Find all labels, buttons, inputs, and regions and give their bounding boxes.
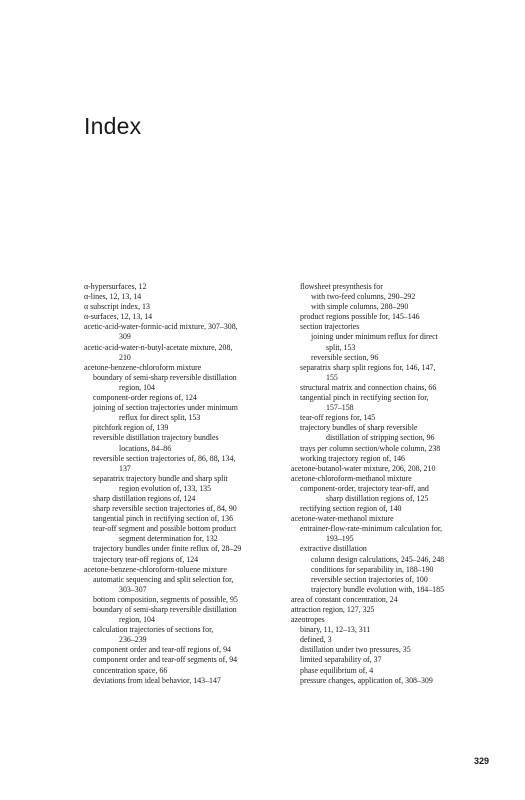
index-entry: tear-off segment and possible bottom product <box>93 524 237 534</box>
index-entry: acetic-acid-water-n-butyl-acetate mixture, 208, <box>84 342 233 352</box>
index-column-right <box>291 282 491 686</box>
index-entry: binary, 11, 12–13, 311 <box>300 625 371 635</box>
index-entry: trajectory tear-off regions of, 124 <box>93 554 199 564</box>
index-entry: attraction region, 127, 325 <box>291 605 375 614</box>
index-entry: split, 153 <box>326 342 356 352</box>
index-entry: tangential pinch in rectifying section for, <box>300 393 429 403</box>
index-entry: joining of section trajectories under minimum <box>93 403 238 413</box>
index-entry: tangential pinch in rectifying section of, 136 <box>93 514 234 524</box>
index-entry: defined, 3 <box>300 635 332 645</box>
index-entry: acetic-acid-water-formic-acid mixture, 307–308, <box>84 322 238 332</box>
index-entry: structural matrix and connection chains, 66 <box>300 382 437 392</box>
index-entry: boundary of semi-sharp reversible distillation <box>93 605 237 614</box>
index-entry: reversible section, 96 <box>311 352 379 362</box>
index-entry: extractive distillation <box>300 544 367 554</box>
index-entry: 210 <box>119 352 131 362</box>
index-entry: acetone-chloroform-methanol mixture <box>291 473 412 483</box>
index-entry: sharp distillation regions of, 125 <box>326 493 429 503</box>
index-entry: pressure changes, application of, 308–309 <box>300 675 433 685</box>
index-entry: 193–195 <box>326 534 354 544</box>
index-entry: 137 <box>119 463 131 473</box>
index-entry: region evolution of, 133, 135 <box>119 483 212 493</box>
index-entry: acetone-benzene-chloroform-toluene mixture <box>84 564 228 574</box>
index-entry: separatrix sharp split regions for, 146, 147, <box>300 362 436 372</box>
index-entry: α-hypersurfaces, 12 <box>84 282 147 291</box>
index-entry: 309 <box>119 332 131 342</box>
index-entry: product regions possible for, 145–146 <box>300 312 420 322</box>
index-entry: working trajectory region of, 146 <box>300 453 405 463</box>
index-entry: trajectory bundles of sharp reversible <box>300 423 418 433</box>
index-entry: component-order, trajectory tear-off, and <box>300 483 429 493</box>
index-entry: component order and tear-off segments of, 94 <box>93 655 238 665</box>
index-entry: sharp reversible section trajectories of, 84, 90 <box>93 504 237 514</box>
index-entry: component order and tear-off regions of, 94 <box>93 645 231 655</box>
index-entry: sharp distillation regions of, 124 <box>93 493 196 503</box>
index-entry: α-lines, 12, 13, 14 <box>84 292 142 302</box>
index-entry: α subscript index, 13 <box>84 302 150 312</box>
index-entry: concentration space, 66 <box>93 665 168 675</box>
index-entry: acetone-benzene-chloroform mixture <box>84 362 202 372</box>
index-entry: pitchfork region of, 139 <box>93 423 169 433</box>
index-entry: area of constant concentration, 24 <box>291 594 398 604</box>
index-entry: with two-feed columns, 290–292 <box>311 292 416 302</box>
index-column-left <box>84 282 284 686</box>
index-entry: reflux for direct split, 153 <box>119 413 201 423</box>
index-entry: automatic sequencing and split selection for, <box>93 574 234 584</box>
index-entry: trays per column section/whole column, 238 <box>300 443 441 453</box>
index-entry: entrainer-flow-rate-minimum calculation for, <box>300 524 443 534</box>
index-entry: 157–158 <box>326 403 354 413</box>
index-entry: section trajectories <box>300 322 360 332</box>
index-entry: distillation under two pressures, 35 <box>300 645 411 655</box>
index-entry: deviations from ideal behavior, 143–147 <box>93 675 221 685</box>
index-entry: rectifying section region of, 140 <box>300 504 402 514</box>
index-entry: trajectory bundles under finite reflux of, 28–29 <box>93 544 242 554</box>
index-entry: azeotropes <box>291 615 325 625</box>
index-entry: with simple columns, 288–290 <box>311 302 409 312</box>
index-entry: joining under minimum reflux for direct <box>311 332 438 342</box>
index-entry: flowsheet presynthesis for <box>300 282 383 291</box>
index-entry: 236–239 <box>119 635 147 645</box>
index-entry: reversible section trajectories of, 86, 88, 134, <box>93 453 236 463</box>
index-entry: α-surfaces, 12, 13, 14 <box>84 312 153 322</box>
index-entry: calculation trajectories of sections for, <box>93 625 214 635</box>
index-entry: tear-off regions for, 145 <box>300 413 376 423</box>
index-entry: boundary of semi-sharp reversible distillation <box>93 372 237 382</box>
page-title: Index <box>84 113 142 139</box>
index-entry: acetone-water-methanol mixture <box>291 514 394 524</box>
index-entry: trajectory bundle evolution with, 184–185 <box>311 584 445 594</box>
page-number: 329 <box>473 756 489 766</box>
index-entry: component-order regions of, 124 <box>93 393 197 403</box>
index-entry: region, 104 <box>119 382 155 392</box>
index-entry: locations, 84–86 <box>119 443 172 453</box>
index-entry: distillation of stripping section, 96 <box>326 433 435 443</box>
index-entry: reversible distillation trajectory bundles <box>93 433 219 443</box>
index-entry: limited separability of, 37 <box>300 655 382 665</box>
index-entry: region, 104 <box>119 615 155 625</box>
index-entry: separatrix trajectory bundle and sharp split <box>93 473 228 483</box>
index-entry: phase equilibrium of, 4 <box>300 665 374 675</box>
index-entry: segment determination for, 132 <box>119 534 218 544</box>
index-entry: bottom composition, segments of possible, 95 <box>93 594 238 604</box>
index-entry: column design calculations, 245–246, 248 <box>311 554 445 564</box>
index-entry: reversible section trajectories of, 100 <box>311 574 428 584</box>
index-entry: 155 <box>326 372 338 382</box>
index-entry: acetone-butanol-water mixture, 206, 208, 210 <box>291 463 436 473</box>
index-entry: conditions for separability in, 188–190 <box>311 564 434 574</box>
index-entry: 303–307 <box>119 584 147 594</box>
